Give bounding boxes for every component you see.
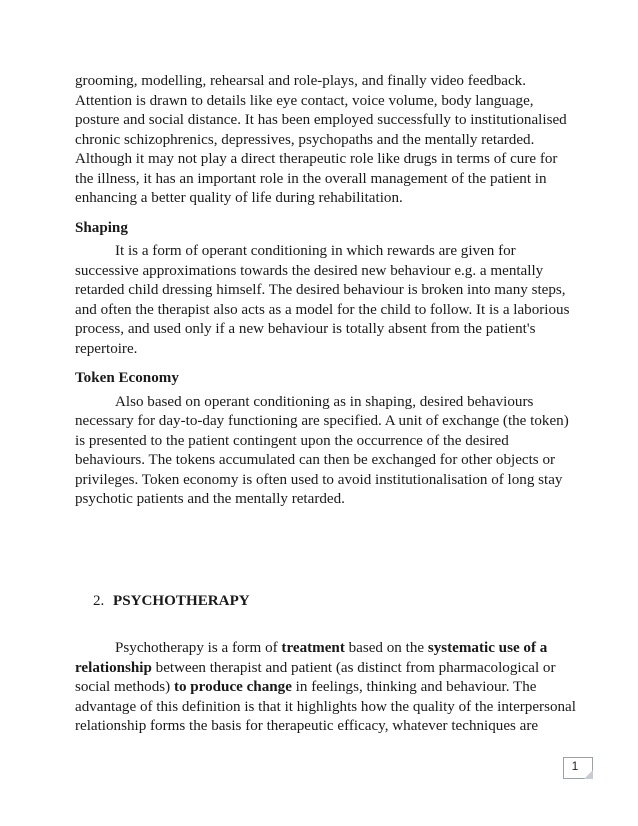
text-run: based on the [344,640,428,656]
text-line: privileges. Token economy is often used to avoid institutionalisation of long stay [75,471,563,488]
paragraph-token-economy [75,393,569,510]
heading-shaping: Shaping [75,219,128,236]
heading-token-economy: Token Economy [75,370,179,386]
text-line: Although it may not play a direct therapeutic role like drugs in terms of cure for [75,151,558,167]
section-heading-psychotherapy [93,592,250,612]
text-run: social methods) [75,679,174,695]
text-line: posture and social distance. It has been employed successfully to institutionalised [75,112,567,128]
text-run-bold: systematic use of a [427,640,548,656]
text-line: chronic schizophrenics, depressives, psychopaths and the mentally retarded. [75,131,535,148]
text-line: repertoire. [75,340,138,357]
text-line: grooming, modelling, rehearsal and role-plays, and finally video feedback. [75,73,526,89]
paragraph-social-skills [75,72,565,209]
page-number: 1 [571,759,579,773]
text-run-bold: treatment [281,640,345,656]
paragraph-psychotherapy [75,639,576,737]
text-line: is presented to the patient contingent upon the occurrence of the desired [75,432,509,449]
text-line: enhancing a better quality of life during rehabilitation. [75,190,403,206]
text-line [75,659,565,679]
page-body [75,72,570,510]
text-run: Psychotherapy is a form of [115,640,282,656]
text-line: It is a form of operant conditioning in which rewards are given for [115,243,516,259]
text-run-bold: to produce change [173,679,292,695]
section-title: PSYCHOTHERAPY [113,593,250,609]
text-run-bold: relationship [75,659,152,676]
text-line: relationship forms the basis for therapeutic efficacy, whatever techniques are [75,718,539,734]
text-line [75,639,565,659]
text-run: between therapist and patient (as distinct from pharmacological or [151,659,556,676]
text-line: Attention is drawn to details like eye contact, voice volume, body language, [75,92,534,109]
text-line: successive approximations towards the desired new behaviour e.g. a mentally [75,262,544,279]
text-line: Also based on operant conditioning as in shaping, desired behaviours [115,393,534,410]
text-line [75,678,565,698]
paragraph-shaping [75,242,570,359]
text-line: retarded child dressing himself. The desired behaviour is broken into many steps, [75,282,566,298]
text-line: and often the therapist also acts as a model for the child to follow. It is a laborious [75,301,570,318]
text-line: behaviours. The tokens accumulated can then be exchanged for other objects or [75,452,556,468]
text-line: advantage of this definition is that it highlights how the quality of the interpersonal [75,698,576,715]
text-line: process, and used only if a new behaviour is totally absent from the patient's [75,321,536,337]
text-line: the illness, it has an important role in the overall management of the patient in [75,170,547,187]
section-number: 2. [93,593,105,609]
text-line: psychotic patients and the mentally retarded. [75,491,345,507]
page-number-badge [563,757,593,781]
text-line: necessary for day-to-day functioning are specified. A unit of exchange (the token) [75,413,569,429]
text-run: in feelings, thinking and behaviour. The [291,679,537,695]
